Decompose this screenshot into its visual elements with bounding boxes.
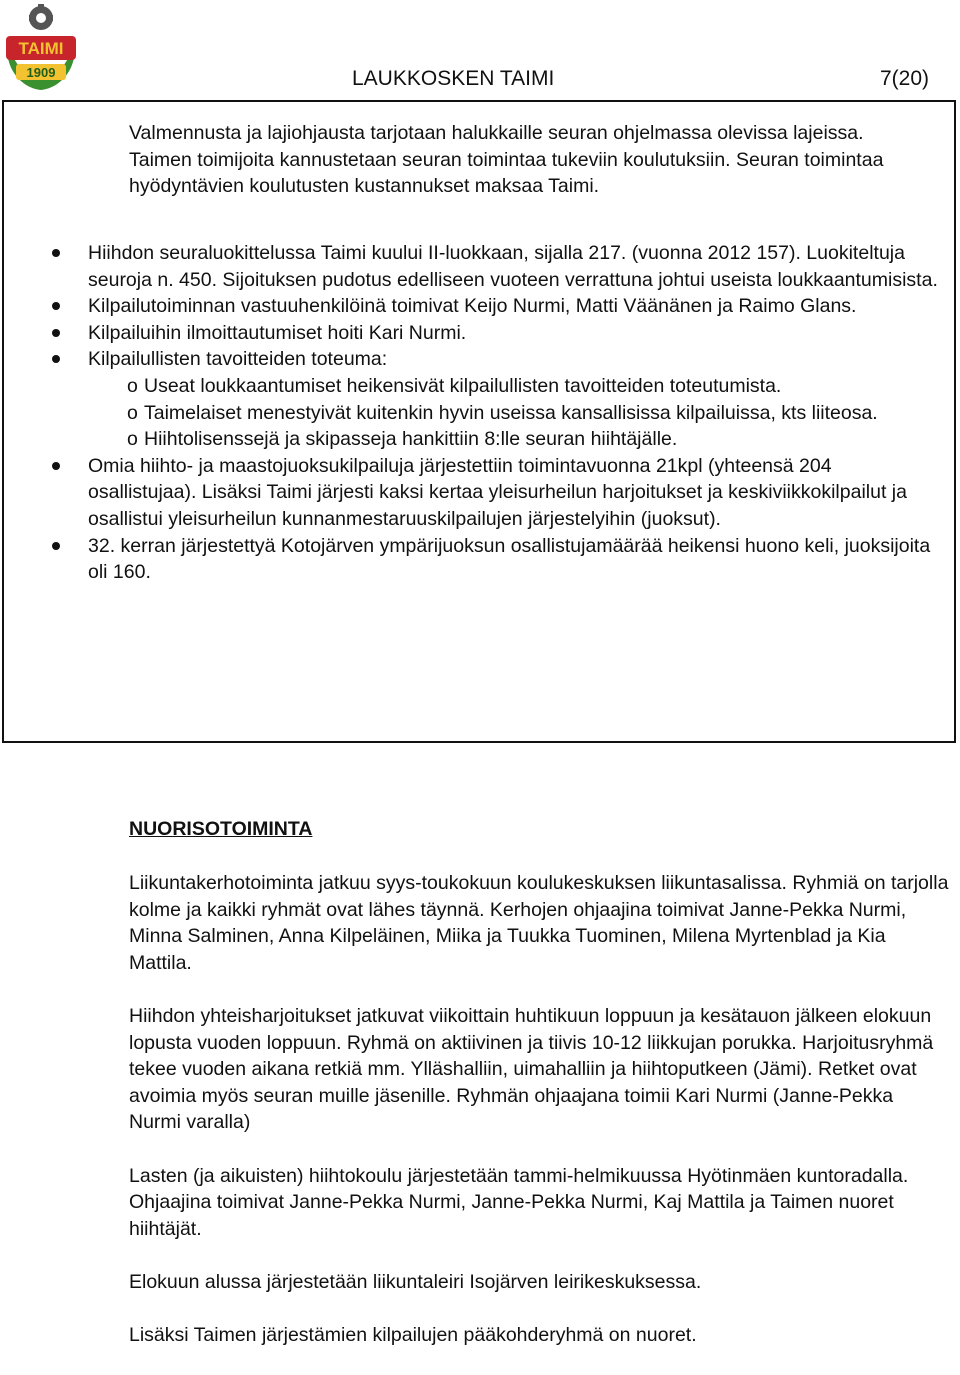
bullet-text: 32. kerran järjestettyä Kotojärven ympärijuoksun osallistujamäärää heikensi huono keli, juoksijoita oli 160. (88, 534, 931, 584)
sub-bullet-text: Useat loukkaantumiset heikensivät kilpailullisten tavoitteiden toteutumista. (144, 374, 782, 397)
gear-emblem-icon (29, 4, 53, 30)
youth-section (129, 816, 949, 1375)
document-title: LAUKKOSKEN TAIMI (352, 67, 555, 90)
section-paragraph: Lasten (ja aikuisten) hiihtokoulu järjestetään tammi-helmikuussa Hyötinmäen kuntoradalla. Ohjaajina toimivat Janne-Pekka Nurmi, Janne-Pekka Nurmi, Kaj Mattila ja Taimen nuoret hiihtäjät. (129, 1164, 909, 1240)
bullet-item (52, 453, 942, 533)
section-heading: NUORISOTOIMINTA (129, 818, 313, 840)
section-paragraph: Liikuntakerhotoiminta jatkuu syys-toukokuun koulukeskuksen liikuntasalissa. Ryhmiä on tarjolla kolme ja kaikki ryhmät ovat lähes täynnä. Kerhojen ohjaajina toimivat Janne-Pekka Nurmi, Minna Salminen, Anna Kilpeläinen, Miika ja Tuukka Tuominen, Milena Myrtenblad ja Kia Mattila. (129, 872, 949, 974)
section-paragraph: Elokuun alussa järjestetään liikuntaleiri Isojärven leirikeskuksessa. (129, 1270, 702, 1293)
sub-bullet-text: Hiihtolisenssejä ja skipasseja hankittiin 8:lle seuran hiihtäjälle. (144, 428, 678, 451)
bullet-text: Kilpailuihin ilmoittautumiset hoiti Kari Nurmi. (88, 321, 467, 344)
bullet-text: Kilpailullisten tavoitteiden toteuma: (88, 348, 388, 371)
sub-bullet-marker: o (127, 374, 138, 397)
bullet-item (52, 240, 942, 293)
sub-bullet-marker: o (127, 428, 138, 451)
bullet-text: Kilpailutoiminnan vastuuhenkilöinä toimivat Keijo Nurmi, Matti Väänänen ja Raimo Glans. (88, 295, 857, 318)
page-number: 7(20) (880, 67, 930, 90)
sub-bullet-list (88, 373, 942, 453)
bullet-icon (52, 302, 60, 310)
bullet-item (52, 293, 942, 320)
sub-bullet-marker: o (127, 401, 138, 424)
bullet-icon (52, 542, 60, 550)
section-paragraph: Hiihdon yhteisharjoitukset jatkuvat viikoittain huhtikuun loppuun ja kesätauon jälkeen elokuun lopusta vuoden loppuun. Ryhmä on aktiivinen ja tiivis 10-12 liikkujan porukka. Harjoitusryhmä tekee vuoden aikana retkiä mm. Ylläshalliin, uimahalliin ja hiihtoputkeen (Jämi). Retket ovat avoimia myös seuran muille jäsenille. Ryhmän ohjaajana toimii Kari Nurmi (Janne-Pekka Nurmi varalla) (129, 1004, 934, 1134)
bullet-text: Omia hiihto- ja maastojuoksukilpailuja järjestettiin toimintavuonna 21kpl (yhteensä 204 osallistujaa). Lisäksi Taimi järjesti kaksi kertaa yleisurheilun harjoitukset ja keskiviikkokilpailut ja osallistui yleisurheilun kunnanmestaruuskilpailujen järjestelyihin (juoksut). (88, 454, 907, 530)
bullet-icon (52, 355, 60, 363)
logo-text: TAIMI (18, 39, 64, 58)
bullet-icon (52, 329, 60, 337)
section-paragraph: Lisäksi Taimen järjestämien kilpailujen pääkohderyhmä on nuoret. (129, 1324, 697, 1347)
bullet-icon (52, 249, 60, 257)
bullet-text: Hiihdon seuraluokittelussa Taimi kuului II-luokkaan, sijalla 217. (vuonna 2012 157). Luokiteltuja seuroja n. 450. Sijoituksen pudotus edelliseen vuoteen verrattuna johtui useista loukkaantumisista. (88, 242, 938, 291)
sub-bullet-item (88, 426, 942, 453)
intro-paragraph: Valmennusta ja lajiohjausta tarjotaan halukkaille seuran ohjelmassa olevissa lajeissa. Taimen toimijoita kannustetaan seuran toimintaa tukeviin koulutuksiin. Seuran toimintaa hyödyntävien koulutusten kustannukset maksaa Taimi. (129, 122, 884, 198)
bullet-list (52, 240, 942, 586)
logo-year: 1909 (26, 65, 56, 80)
bullet-item (52, 346, 942, 452)
bullet-item (52, 320, 942, 347)
sub-bullet-text: Taimelaiset menestyivät kuitenkin hyvin useissa kansallisissa kilpailuissa, kts liiteosa. (144, 401, 878, 424)
sub-bullet-item (88, 373, 942, 400)
sub-bullet-item (88, 400, 942, 427)
club-logo (2, 4, 80, 92)
bullet-icon (52, 462, 60, 470)
bullet-item (52, 533, 942, 586)
